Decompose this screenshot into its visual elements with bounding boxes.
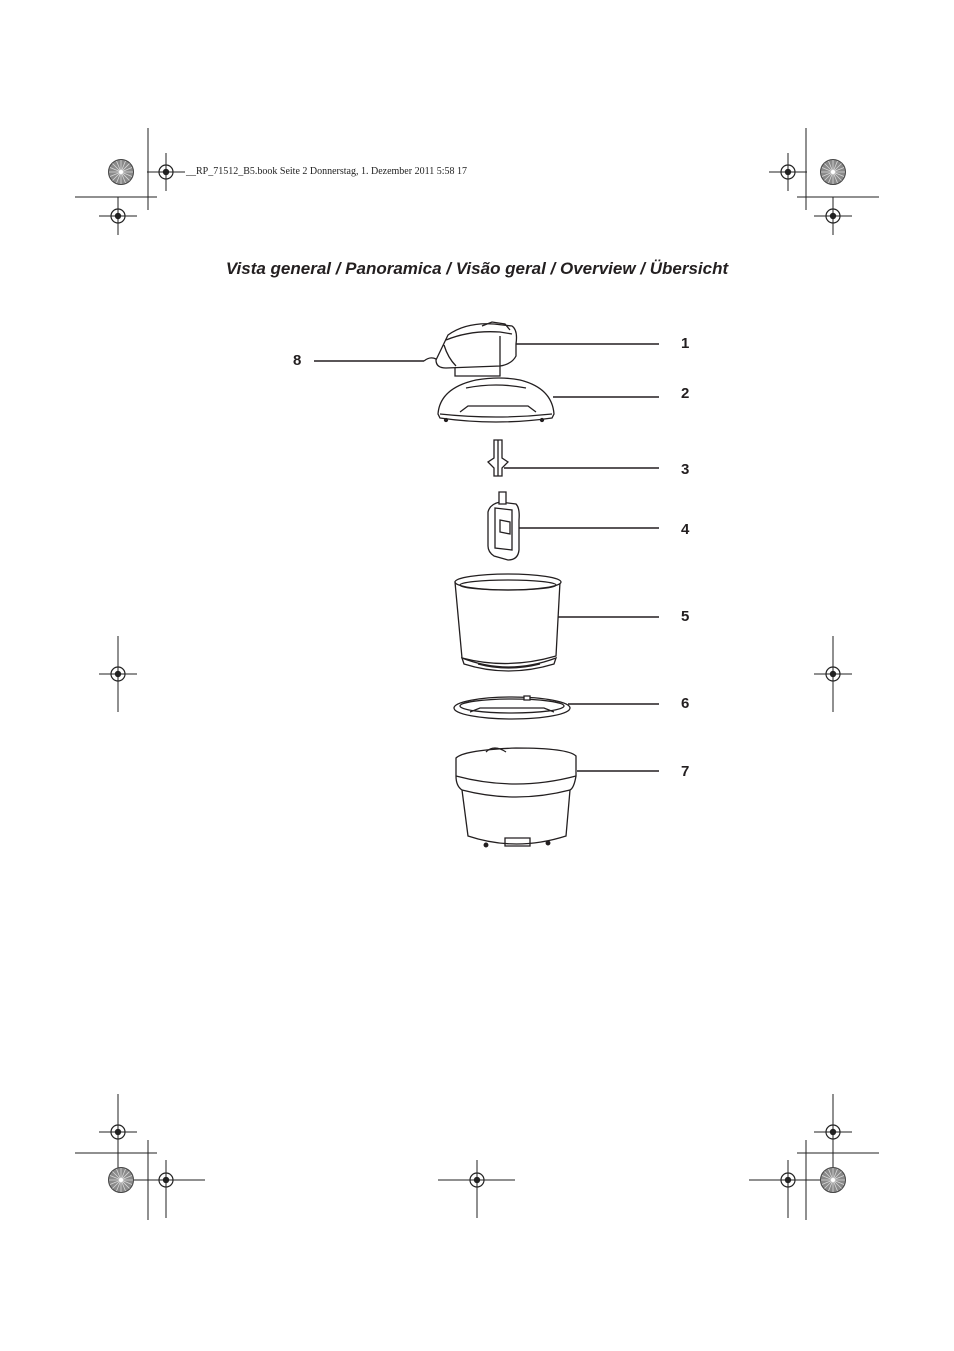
part-base xyxy=(456,748,576,847)
part-blade xyxy=(488,492,519,560)
page-title: Vista general / Panoramica / Visão geral / Overview / Übersicht xyxy=(225,259,729,278)
callout-7: 7 xyxy=(681,763,690,780)
part-seal-ring xyxy=(454,696,570,719)
callout-5: 5 xyxy=(681,608,690,625)
registration-marks xyxy=(99,153,852,1218)
part-lid xyxy=(438,378,554,422)
callout-1: 1 xyxy=(681,335,690,352)
part-bowl xyxy=(455,574,561,671)
part-shaft xyxy=(488,440,508,476)
crop-marks xyxy=(75,128,879,1220)
callout-6: 6 xyxy=(681,695,690,712)
callout-4: 4 xyxy=(681,521,690,538)
print-slug: __RP_71512_B5.book Seite 2 Donnerstag, 1. Dezember 2011 5:58 17 xyxy=(186,166,467,177)
callout-2: 2 xyxy=(681,385,690,402)
part-motor-unit xyxy=(424,322,517,376)
callout-8: 8 xyxy=(293,352,302,369)
color-targets xyxy=(109,160,846,1193)
callout-3: 3 xyxy=(681,461,690,478)
